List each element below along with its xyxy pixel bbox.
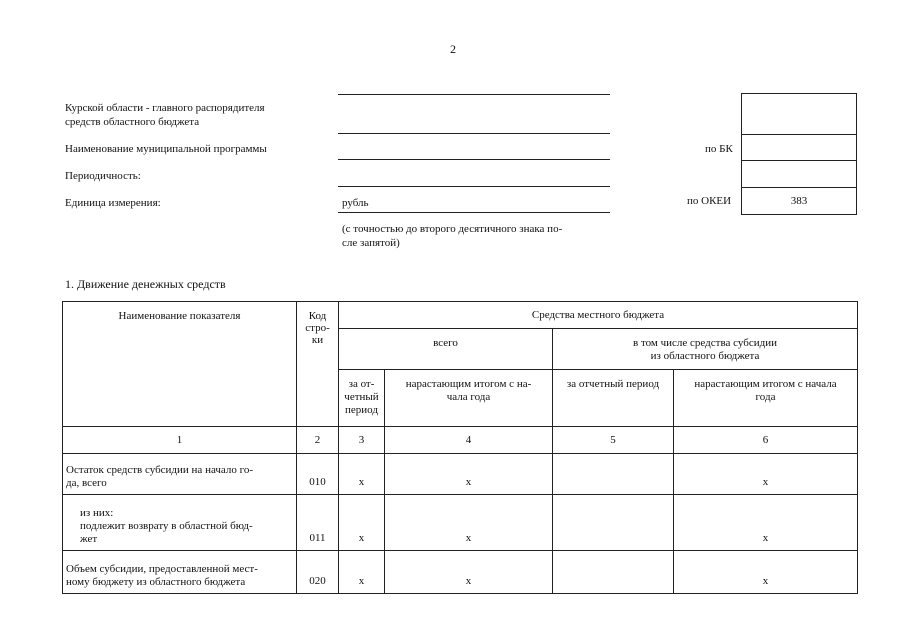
bk-code-cell[interactable] — [742, 134, 856, 161]
row-value-subsidy-period[interactable] — [553, 551, 674, 594]
col-number-5: 5 — [553, 427, 674, 454]
header-indicator-name: Наименование показателя — [63, 302, 297, 427]
periodicity-code-cell[interactable] — [742, 160, 856, 187]
row-code: 010 — [297, 454, 339, 495]
section-title: 1. Движение денежных средств — [65, 277, 226, 291]
header-subsidy-period: за отчетный период — [553, 370, 674, 427]
row-name: Остаток средств субсидии на начало го- да, всего — [63, 454, 297, 495]
header-subsidy: в том числе средства субсидии из областного бюджета — [553, 329, 858, 370]
page-number: 2 — [450, 42, 456, 56]
row-value-period: x — [339, 454, 385, 495]
row-value-subsidy-period[interactable] — [553, 454, 674, 495]
row-value-subsidy-cumulative: x — [674, 495, 858, 551]
table-row — [63, 454, 858, 495]
precision-note-line2: сле запятой) — [342, 237, 400, 249]
col-number-6: 6 — [674, 427, 858, 454]
row-value-subsidy-cumulative: x — [674, 454, 858, 495]
header-row-code: Код стро- ки — [297, 302, 339, 427]
program-value-line[interactable] — [338, 159, 610, 160]
periodicity-label: Периодичность: — [65, 170, 141, 182]
col-number-4: 4 — [385, 427, 553, 454]
row-value-period: x — [339, 495, 385, 551]
precision-note-line1: (с точностью до второго десятичного знака по- — [342, 223, 563, 235]
okei-label: по ОКЕИ — [687, 195, 732, 207]
bk-label: по БК — [705, 143, 733, 155]
org-label-line2: средств областного бюджета — [65, 116, 200, 128]
row-code: 020 — [297, 551, 339, 594]
table-row — [63, 495, 858, 551]
periodicity-value-line[interactable] — [338, 186, 610, 187]
cash-flow-table — [62, 301, 858, 594]
okei-code-cell: 383 — [742, 187, 856, 213]
header-local-budget: Средства местного бюджета — [339, 302, 858, 329]
row-code: 011 — [297, 495, 339, 551]
row-value-subsidy-cumulative: x — [674, 551, 858, 594]
row-value-period: x — [339, 551, 385, 594]
col-number-1: 1 — [63, 427, 297, 454]
row-name: из них: подлежит возврату в областной бюд- жет — [63, 495, 297, 551]
blank-line-1 — [338, 94, 610, 95]
header-subsidy-cumulative: нарастающим итогом с начала года — [674, 370, 858, 427]
codes-box — [741, 93, 857, 215]
col-number-2: 2 — [297, 427, 339, 454]
row-value-cumulative: x — [385, 454, 553, 495]
header-total: всего — [339, 329, 553, 370]
row-value-subsidy-period[interactable] — [553, 495, 674, 551]
col-number-3: 3 — [339, 427, 385, 454]
row-value-cumulative: x — [385, 495, 553, 551]
program-label: Наименование муниципальной программы — [65, 143, 267, 155]
table-row — [63, 551, 858, 594]
row-value-cumulative: x — [385, 551, 553, 594]
unit-label: Единица измерения: — [65, 197, 161, 209]
org-label-line1: Курской области - главного распорядителя — [65, 102, 265, 114]
unit-value: рубль — [342, 197, 369, 209]
header-period: за от- четный период — [339, 370, 385, 427]
unit-value-line — [338, 212, 610, 213]
header-cumulative: нарастающим итогом с на- чала года — [385, 370, 553, 427]
org-value-line[interactable] — [338, 133, 610, 134]
row-name: Объем субсидии, предоставленной мест- ному бюджету из областного бюджета — [63, 551, 297, 594]
